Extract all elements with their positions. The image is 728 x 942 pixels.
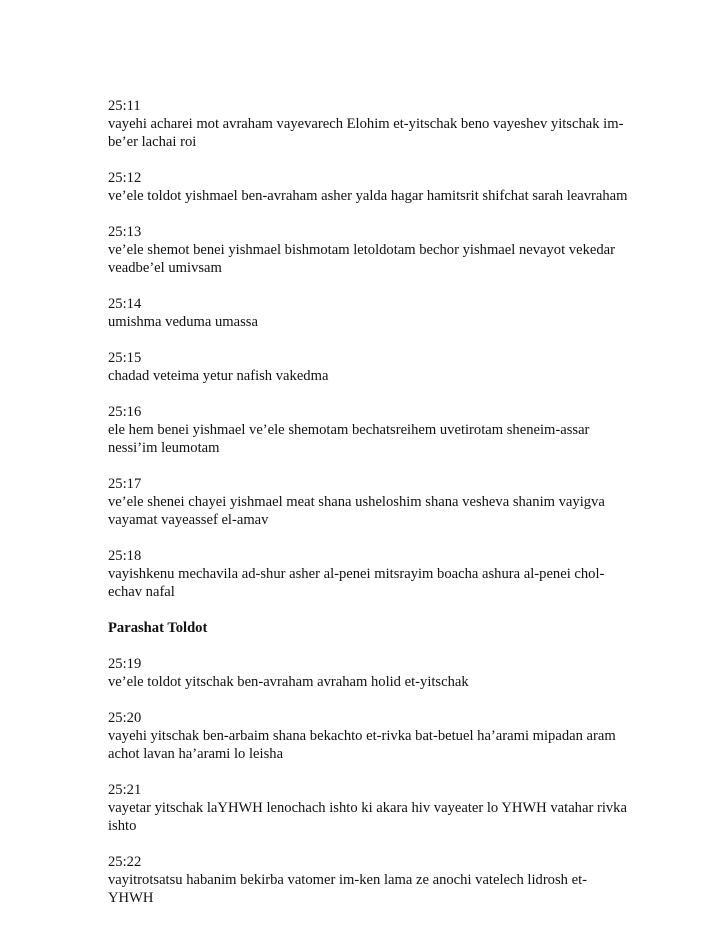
verse-reference: 25:18 bbox=[108, 548, 142, 564]
verse-text: umishma veduma umassa bbox=[108, 314, 258, 330]
verse-text: vayetar yitschak laYHWH lenochach ishto ki akara hiv vayeater lo YHWH vatahar rivka ishto bbox=[108, 800, 627, 834]
verse-text: ve’ele shenei chayei yishmael meat shana usheloshim shana vesheva shanim vayigva vayamat vayeassef el-amav bbox=[108, 494, 605, 528]
parasha-heading: Parashat Toldot bbox=[108, 620, 208, 636]
verse-25-13 bbox=[108, 223, 628, 277]
verse-reference: 25:16 bbox=[108, 404, 142, 420]
verse-reference: 25:19 bbox=[108, 656, 142, 672]
verse-reference: 25:11 bbox=[108, 98, 141, 114]
verse-text: ve’ele toldot yishmael ben-avraham asher yalda hagar hamitsrit shifchat sarah leavraham bbox=[108, 188, 628, 204]
verse-reference: 25:17 bbox=[108, 476, 142, 492]
verse-25-20 bbox=[108, 709, 628, 763]
verse-text: vayitrotsatsu habanim bekirba vatomer im-ken lama ze anochi vatelech lidrosh et-YHWH bbox=[108, 872, 587, 906]
verse-reference: 25:12 bbox=[108, 170, 142, 186]
verse-25-17 bbox=[108, 475, 628, 529]
verse-25-15 bbox=[108, 349, 628, 385]
verse-25-11 bbox=[108, 97, 628, 151]
verse-25-19 bbox=[108, 655, 628, 691]
verse-text: vayehi acharei mot avraham vayevarech Elohim et-yitschak beno vayeshev yitschak im-be’er lachai roi bbox=[108, 116, 624, 150]
verse-reference: 25:15 bbox=[108, 350, 142, 366]
verse-reference: 25:14 bbox=[108, 296, 142, 312]
verse-25-12 bbox=[108, 169, 628, 205]
verse-reference: 25:13 bbox=[108, 224, 142, 240]
verse-25-21 bbox=[108, 781, 628, 835]
verse-25-22 bbox=[108, 853, 628, 907]
verse-reference: 25:21 bbox=[108, 782, 142, 798]
verse-text: vayishkenu mechavila ad-shur asher al-penei mitsrayim boacha ashura al-penei chol-echav nafal bbox=[108, 566, 605, 600]
verse-reference: 25:20 bbox=[108, 710, 142, 726]
verse-25-18 bbox=[108, 547, 628, 601]
verse-text: ve’ele toldot yitschak ben-avraham avraham holid et-yitschak bbox=[108, 674, 469, 690]
document-page bbox=[108, 97, 628, 925]
verse-25-16 bbox=[108, 403, 628, 457]
verse-text: chadad veteima yetur nafish vakedma bbox=[108, 368, 329, 384]
verse-text: vayehi yitschak ben-arbaim shana bekachto et-rivka bat-betuel ha’arami mipadan aram achot lavan ha’arami lo leisha bbox=[108, 728, 616, 762]
verse-reference: 25:22 bbox=[108, 854, 142, 870]
verse-text: ele hem benei yishmael ve’ele shemotam bechatsreihem uvetirotam sheneim-assar nessi’im leumotam bbox=[108, 422, 590, 456]
verse-25-14 bbox=[108, 295, 628, 331]
verse-text: ve’ele shemot benei yishmael bishmotam letoldotam bechor yishmael nevayot vekedar veadbe’el umivsam bbox=[108, 242, 615, 276]
